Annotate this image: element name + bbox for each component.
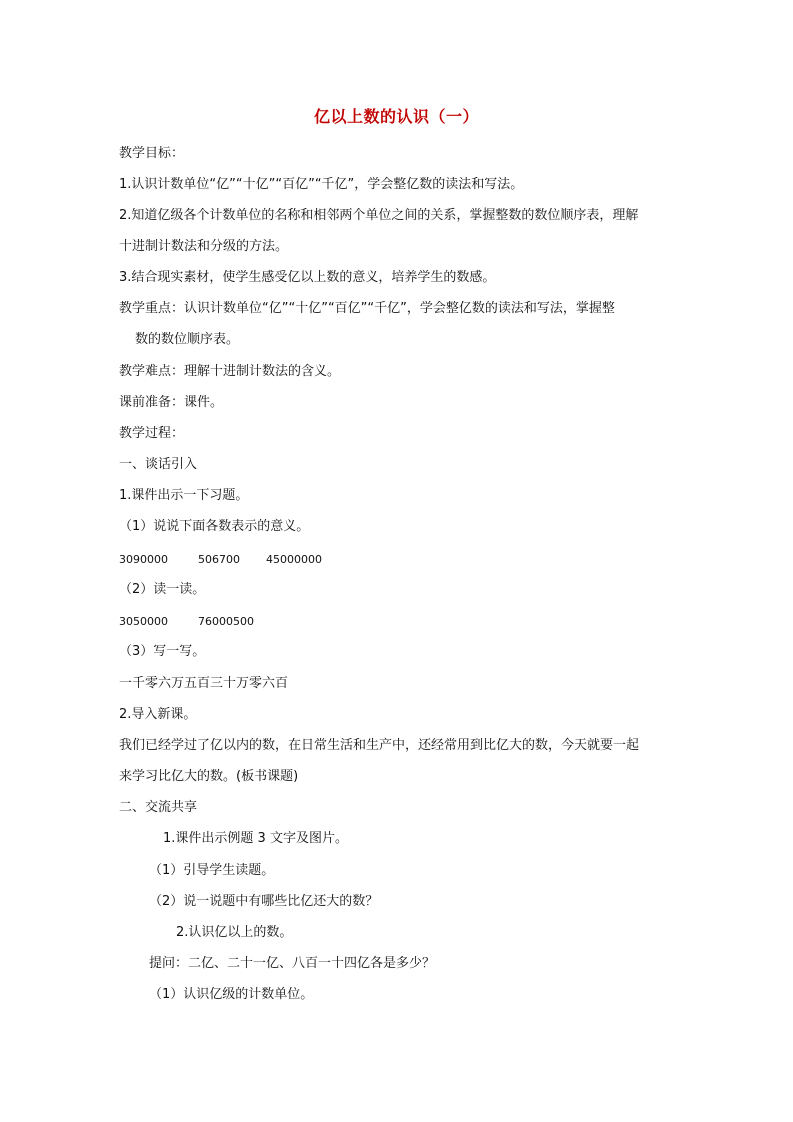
number-item: 3050000	[119, 615, 168, 628]
key-point-line-1: 教学重点：认识计数单位“亿”“十亿”“百亿”“千亿”，学会整亿数的读法和写法，掌握整	[119, 301, 615, 316]
question-2-numbers	[119, 614, 254, 630]
question-ask-sub-1: （1）认识亿级的计数单位。	[149, 987, 314, 1002]
question-1-numbers	[119, 552, 322, 568]
goal-1: 1.认识计数单位“亿”“十亿”“百亿”“千亿”，学会整亿数的读法和写法。	[119, 177, 524, 192]
intro-line-1: 我们已经学过了亿以内的数，在日常生活和生产中，还经常用到比亿大的数，今天就要一起	[119, 738, 640, 753]
goal-2-line-2: 十进制计数法和分级的方法。	[119, 239, 289, 254]
number-item: 45000000	[266, 553, 322, 566]
step-2: 2.导入新课。	[119, 707, 197, 722]
preparation: 课前准备：课件。	[119, 395, 224, 410]
question-2: （2）读一读。	[119, 582, 206, 597]
process-heading: 教学过程：	[119, 426, 185, 441]
section-2-heading: 二、交流共享	[119, 800, 198, 815]
document-title: 亿以上数的认识（一）	[313, 107, 479, 126]
step-1: 1.课件出示一下习题。	[119, 488, 249, 503]
goal-3: 3.结合现实素材，使学生感受亿以上数的意义，培养学生的数感。	[119, 270, 496, 285]
section-1-heading: 一、谈话引入	[119, 457, 198, 472]
question-3-text: 一千零六万五百三十万零六百	[119, 676, 289, 691]
goal-2-line-1: 2.知道亿级各个计数单位的名称和相邻两个单位之间的关系，掌握整数的数位顺序表，理解	[119, 208, 639, 223]
difficulty: 教学难点：理解十进制计数法的含义。	[119, 364, 341, 379]
number-item: 3090000	[119, 553, 168, 566]
question-3: （3）写一写。	[119, 644, 206, 659]
question-ask: 提问：二亿、二十一亿、八百一十四亿各是多少？	[149, 956, 436, 971]
example-1-sub-2: （2）说一说题中有哪些比亿还大的数？	[149, 894, 379, 909]
key-point-line-2: 数的数位顺序表。	[135, 332, 240, 347]
number-item: 76000500	[198, 615, 254, 628]
question-1: （1）说说下面各数表示的意义。	[119, 519, 310, 534]
example-1-sub-1: （1）引导学生读题。	[149, 863, 275, 878]
goals-heading: 教学目标：	[119, 146, 185, 161]
number-item: 506700	[198, 553, 240, 566]
intro-line-2: 来学习比亿大的数。(板书课题)	[119, 769, 299, 784]
example-1: 1.课件出示例题 3 文字及图片。	[163, 831, 348, 846]
example-2: 2.认识亿以上的数。	[176, 925, 293, 940]
